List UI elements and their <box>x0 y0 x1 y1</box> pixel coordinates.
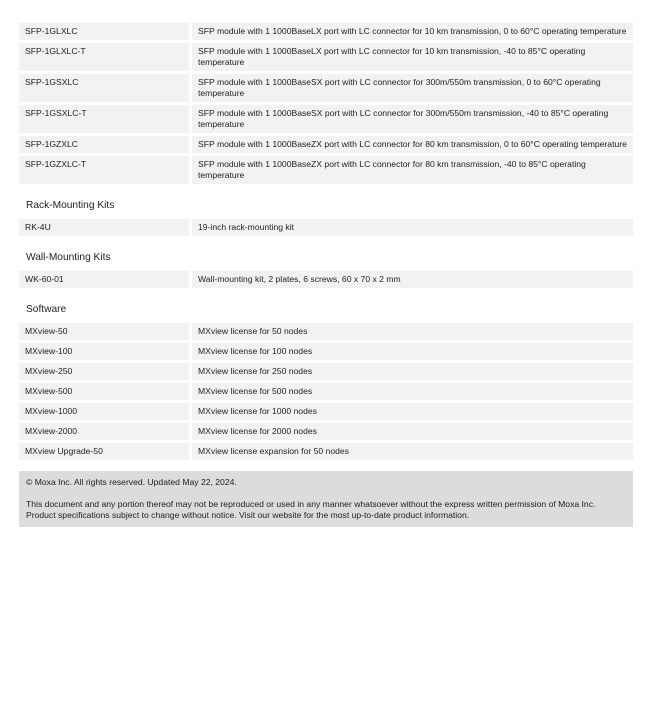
description-cell: MXview license for 1000 nodes <box>189 403 633 420</box>
model-name-cell: MXview Upgrade-50 <box>19 443 189 460</box>
description-cell: MXview license for 500 nodes <box>189 383 633 400</box>
model-name-cell: WK-60-01 <box>19 271 189 288</box>
description-cell: SFP module with 1 1000BaseZX port with LC connector for 80 km transmission, -40 to 85°C operating temperature <box>189 156 633 184</box>
wall-kits-table <box>19 268 633 291</box>
model-name-cell: MXview-50 <box>19 323 189 340</box>
table-row <box>19 156 633 184</box>
description-cell: SFP module with 1 1000BaseLX port with LC connector for 10 km transmission, -40 to 85°C operating temperature <box>189 43 633 71</box>
disclaimer-text: This document and any portion thereof may not be reproduced or used in any manner whatsoever without the express written permission of Moxa Inc. Product specifications subject to change without notice. Visit our website for the most up-to-date product information. <box>26 499 596 520</box>
sfp-modules-table <box>19 20 633 187</box>
model-name-cell: SFP-1GSXLC-T <box>19 105 189 133</box>
description-cell: MXview license for 100 nodes <box>189 343 633 360</box>
model-name-cell: SFP-1GLXLC-T <box>19 43 189 71</box>
model-name-cell: RK-4U <box>19 219 189 236</box>
table-row <box>19 423 633 440</box>
model-name-cell: MXview-2000 <box>19 423 189 440</box>
table-row <box>19 219 633 236</box>
description-cell: SFP module with 1 1000BaseZX port with LC connector for 80 km transmission, 0 to 60°C operating temperature <box>189 136 633 153</box>
table-row <box>19 271 633 288</box>
software-table <box>19 320 633 463</box>
description-cell: SFP module with 1 1000BaseSX port with LC connector for 300m/550m transmission, 0 to 60°C operating temperature <box>189 74 633 102</box>
model-name-cell: MXview-1000 <box>19 403 189 420</box>
table-row <box>19 23 633 40</box>
table-row <box>19 136 633 153</box>
table-row <box>19 74 633 102</box>
description-cell: SFP module with 1 1000BaseSX port with LC connector for 300m/550m transmission, -40 to 85°C operating temperature <box>189 105 633 133</box>
model-name-cell: MXview-500 <box>19 383 189 400</box>
table-row <box>19 323 633 340</box>
description-cell: MXview license for 2000 nodes <box>189 423 633 440</box>
rack-kits-body <box>19 219 633 236</box>
table-row <box>19 105 633 133</box>
model-name-cell: MXview-250 <box>19 363 189 380</box>
table-row <box>19 383 633 400</box>
table-row <box>19 43 633 71</box>
description-cell: Wall-mounting kit, 2 plates, 6 screws, 60 x 70 x 2 mm <box>189 271 633 288</box>
software-body <box>19 323 633 460</box>
wall-kits-body <box>19 271 633 288</box>
rack-kits-heading: Rack-Mounting Kits <box>26 200 115 211</box>
model-name-cell: MXview-100 <box>19 343 189 360</box>
wall-kits-heading: Wall-Mounting Kits <box>26 252 111 263</box>
table-row <box>19 363 633 380</box>
table-row <box>19 443 633 460</box>
description-cell: 19-inch rack-mounting kit <box>189 219 633 236</box>
table-row <box>19 403 633 420</box>
model-name-cell: SFP-1GLXLC <box>19 23 189 40</box>
model-name-cell: SFP-1GZXLC-T <box>19 156 189 184</box>
model-name-cell: SFP-1GSXLC <box>19 74 189 102</box>
footer <box>19 471 633 527</box>
copyright-text: © Moxa Inc. All rights reserved. Updated May 22, 2024. <box>26 477 237 487</box>
sfp-modules-body <box>19 23 633 184</box>
rack-kits-table <box>19 216 633 239</box>
model-name-cell: SFP-1GZXLC <box>19 136 189 153</box>
description-cell: SFP module with 1 1000BaseLX port with LC connector for 10 km transmission, 0 to 60°C operating temperature <box>189 23 633 40</box>
software-heading: Software <box>26 304 67 315</box>
description-cell: MXview license for 250 nodes <box>189 363 633 380</box>
description-cell: MXview license expansion for 50 nodes <box>189 443 633 460</box>
description-cell: MXview license for 50 nodes <box>189 323 633 340</box>
table-row <box>19 343 633 360</box>
